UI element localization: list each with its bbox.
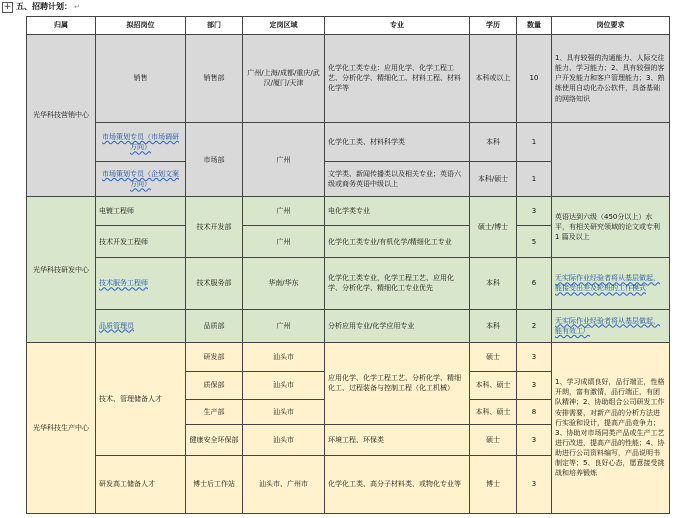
dept-cell: 生产部 bbox=[186, 400, 243, 425]
rd-center-cell: 光华科技研发中心 bbox=[27, 197, 96, 342]
major-cell: 化学化工类专业：应用化学、化学工程工艺、分析化学、精细化工、材料工程、材料化学等 bbox=[325, 34, 470, 123]
degree-cell: 本科或以上 bbox=[470, 34, 517, 123]
degree-cell: 本科、硕士 bbox=[470, 371, 517, 400]
major-cell: 电化学类专业 bbox=[325, 197, 470, 226]
count-cell: 3 bbox=[517, 342, 552, 371]
table-row bbox=[27, 342, 670, 371]
dept-cell: 技术开发部 bbox=[186, 197, 243, 258]
table-row bbox=[27, 123, 670, 162]
degree-cell: 博士 bbox=[470, 456, 517, 514]
major-cell: 化学化工类专业，化学工程工艺、应用化学、分析化学、精细化工专业优先 bbox=[325, 258, 470, 310]
major-cell: 文学类、新闻传播类以及相关专业；英语六级或商务英语中级以上 bbox=[325, 162, 470, 197]
degree-cell: 本科/硕士 bbox=[470, 162, 517, 197]
requirements-cell bbox=[552, 123, 670, 197]
region-cell: 广州/上海/成都/重庆/武汉/厦门/天津 bbox=[243, 34, 325, 123]
degree-cell: 本科 bbox=[470, 309, 517, 342]
header-degree: 学历 bbox=[470, 17, 517, 35]
degree-cell: 硕士/博士 bbox=[470, 197, 517, 258]
dept-cell: 研发部 bbox=[186, 342, 243, 371]
position-cell: 市场策划专员（企划文案方向） bbox=[96, 162, 186, 197]
requirements-cell: 无实际作业经验者将从基层做起，能接受出差及轮班的工作模式 bbox=[552, 258, 670, 310]
dept-cell: 市场部 bbox=[186, 123, 243, 197]
position-cell: 研发高工储备人才 bbox=[96, 456, 186, 514]
region-cell: 汕头市 bbox=[243, 425, 325, 456]
dept-cell: 销售部 bbox=[186, 34, 243, 123]
region-cell: 华南/华东 bbox=[243, 258, 325, 310]
count-cell: 8 bbox=[517, 400, 552, 425]
recruitment-plan-table bbox=[26, 16, 670, 514]
sales-center-cell: 光华科技营销中心 bbox=[27, 34, 96, 197]
requirements-cell: 1、具有较强的沟通能力、人际交往能力、学习能力；2、具有较强的客户开发能力和客户管理能力；3、熟练使用自动化办公软件，具备基础的网络知识 bbox=[552, 34, 670, 123]
header-requirements: 岗位要求 bbox=[552, 17, 670, 35]
count-cell: 1 bbox=[517, 123, 552, 162]
requirements-cell: 英语达到六级（450分以上）水平，有相关研究领域的论文或专利 1 篇及以上 bbox=[552, 197, 670, 258]
major-cell: 应用化学、化学工程工艺、分析化学、精细化工、过程装备与控制工程（化工机械） bbox=[325, 342, 470, 424]
position-cell: 技术服务工程师 bbox=[96, 258, 186, 310]
position-cell: 技术开发工程师 bbox=[96, 226, 186, 258]
major-cell: 化学化工类、高分子材料类、或物化专业等 bbox=[325, 456, 470, 514]
dept-cell: 品质部 bbox=[186, 309, 243, 342]
dept-cell: 技术服务部 bbox=[186, 258, 243, 310]
degree-cell: 本科 bbox=[470, 123, 517, 162]
count-cell: 3 bbox=[517, 371, 552, 400]
region-cell: 汕头市 bbox=[243, 342, 325, 371]
prod-center-cell: 光华科技生产中心 bbox=[27, 342, 96, 513]
region-cell: 广州 bbox=[243, 197, 325, 226]
header-major: 专业 bbox=[325, 17, 470, 35]
count-cell: 3 bbox=[517, 425, 552, 456]
table-row bbox=[27, 197, 670, 226]
major-cell: 化学化工类、材料科学类 bbox=[325, 123, 470, 162]
count-cell: 3 bbox=[517, 456, 552, 514]
major-cell: 环境工程、环保类 bbox=[325, 425, 470, 456]
table-move-handle-icon[interactable]: + bbox=[3, 2, 12, 12]
count-cell: 10 bbox=[517, 34, 552, 123]
count-cell: 6 bbox=[517, 258, 552, 310]
degree-cell: 硕士 bbox=[470, 425, 517, 456]
requirements-cell: 1、学习成绩良好，品行端正，性格开朗，富有激情，品行端正，有团队精神；2、协助组合公司研发工作安排需要，对新产品的分析方法进行实验和设计，提高产品竞争力；3、协助对市场同类产品或生产工艺进行改进，提高产品的性能；4、协助进行公司资料编写，产品说明书制定等；5、良好心态，愿意接受挑战和培养锻炼 bbox=[552, 342, 670, 513]
count-cell: 5 bbox=[517, 226, 552, 258]
major-cell: 分析应用专业/化学应用专业 bbox=[325, 309, 470, 342]
section-heading: 五、招聘计划： ↵ bbox=[16, 2, 80, 11]
dept-cell: 健康安全环保部 bbox=[186, 425, 243, 456]
position-cell: 销售 bbox=[96, 34, 186, 123]
region-cell: 广州 bbox=[243, 123, 325, 197]
count-cell: 3 bbox=[517, 197, 552, 226]
degree-cell: 硕士 bbox=[470, 342, 517, 371]
position-cell: 市场策划专员（市场调研方向） bbox=[96, 123, 186, 162]
requirements-cell: 无实际作业经验者将从基层做起，能有效工厂 bbox=[552, 309, 670, 342]
dept-cell: 博士后工作站 bbox=[186, 456, 243, 514]
major-cell: 化学化工类专业/有机化学/精细化工专业 bbox=[325, 226, 470, 258]
table-row bbox=[27, 309, 670, 342]
table-header-row bbox=[27, 17, 670, 35]
position-cell: 技术、管理储备人才 bbox=[96, 342, 186, 455]
header-dept: 部门 bbox=[186, 17, 243, 35]
region-cell: 汕头市 bbox=[243, 400, 325, 425]
count-cell: 1 bbox=[517, 162, 552, 197]
header-belong: 归属 bbox=[27, 17, 96, 35]
table-row bbox=[27, 258, 670, 310]
region-cell: 广州 bbox=[243, 226, 325, 258]
position-cell: 电镀工程师 bbox=[96, 197, 186, 226]
position-cell: 品质管理员 bbox=[96, 309, 186, 342]
header-region: 定岗区域 bbox=[243, 17, 325, 35]
count-cell: 2 bbox=[517, 309, 552, 342]
degree-cell: 本科、硕士 bbox=[470, 400, 517, 425]
region-cell: 汕头市、广州市 bbox=[243, 456, 325, 514]
table-row bbox=[27, 34, 670, 123]
header-position: 拟招岗位 bbox=[96, 17, 186, 35]
paragraph-mark-icon: ↵ bbox=[74, 3, 80, 11]
dept-cell: 质保部 bbox=[186, 371, 243, 400]
region-cell: 广州 bbox=[243, 309, 325, 342]
header-count: 数量 bbox=[517, 17, 552, 35]
degree-cell: 本科 bbox=[470, 258, 517, 310]
region-cell: 汕头市 bbox=[243, 371, 325, 400]
